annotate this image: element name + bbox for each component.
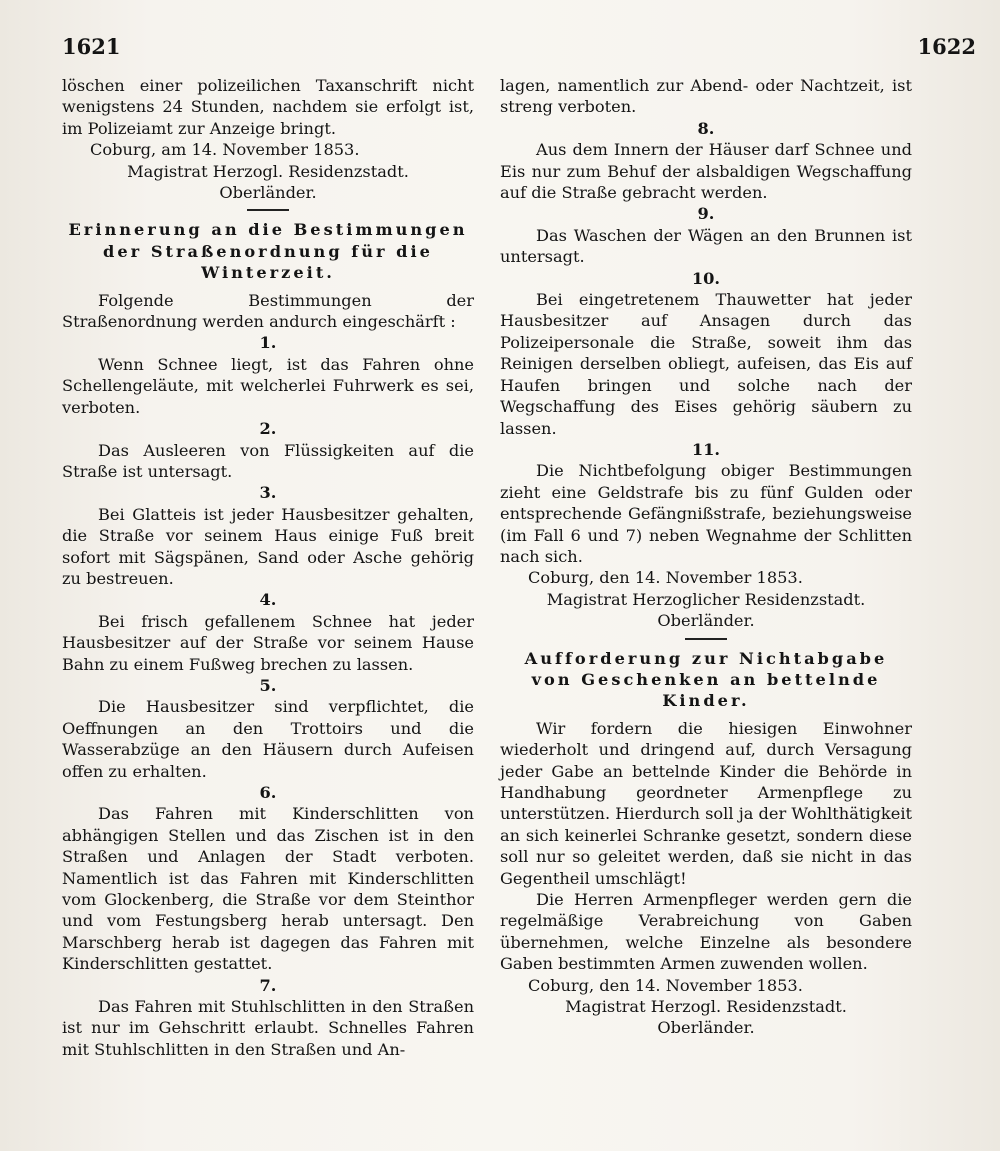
item-number: 11. — [691, 439, 721, 459]
item-text: Wenn Schnee liegt, ist das Fahren ohne Schellengeläute, mit welcherlei Fuhrwerk es sei, verboten. — [62, 354, 474, 417]
place-date: Coburg, den 14. November 1853. — [528, 568, 803, 588]
signature-name: Oberländer. — [657, 611, 755, 631]
item-text: Die Nichtbefolgung obiger Bestimmungen zieht eine Geldstrafe bis zu fünf Gulden oder entsprechende Gefängnißstrafe, beziehungsweise (im Fall 6 und 7) neben Wegnahme der Schlitten nach sich. — [500, 461, 912, 566]
page-number-left: 1621 — [62, 34, 121, 59]
item-number: 5. — [259, 675, 277, 695]
signature-org: Magistrat Herzogl. Residenzstadt. — [565, 997, 847, 1017]
signature-name: Oberländer. — [219, 183, 317, 203]
item-text: Das Fahren mit Kinderschlitten von abhängigen Stellen und das Zischen ist in den Straßen und Anlagen der Stadt verboten. Namentlich ist das Fahren mit Kinderschlitten vom Glockenberg, die Straße vor dem Steinthor und vom Festungsberg herab untersagt. Den Marschberg herab ist dagegen das Fahren mit Kinderschlitten gestattet. — [62, 804, 474, 974]
right-column — [500, 75, 912, 1039]
place-date: Coburg, am 14. November 1853. — [90, 140, 360, 160]
item-number: 8. — [697, 118, 715, 138]
signature-org: Magistrat Herzoglicher Residenzstadt. — [546, 589, 866, 609]
section-heading: Aufforderung zur Nichtabgabe von Geschenken an bettelnde Kinder. — [524, 648, 888, 711]
section-divider — [685, 638, 727, 640]
left-column — [62, 75, 474, 1060]
section-lead: Folgende Bestimmungen der Straßenordnung werden andurch eingeschärft : — [62, 290, 474, 332]
item-text: Die Hausbesitzer sind verpflichtet, die Oeffnungen an den Trottoirs und die Wasserabzüge an den Häusern durch Aufeisen offen zu erhalten. — [62, 697, 474, 781]
item-number: 2. — [259, 419, 277, 439]
item-number: 1. — [259, 333, 277, 353]
place-date: Coburg, den 14. November 1853. — [528, 975, 803, 995]
section-divider — [247, 209, 289, 211]
continuation-paragraph: lagen, namentlich zur Abend- oder Nachtzeit, ist streng verboten. — [500, 76, 912, 117]
item-text: Bei eingetretenem Thauwetter hat jeder Hausbesitzer auf Ansagen durch das Polizeipersonale die Straße, soweit ihm das Reinigen derselben obliegt, aufeisen, das Eis auf Haufen bringen und solche nach der Wegschaffung des Eises gehörig säubern zu lassen. — [500, 290, 912, 438]
signature-org: Magistrat Herzogl. Residenzstadt. — [127, 161, 409, 181]
intro-paragraph: löschen einer polizeilichen Taxanschrift nicht wenigstens 24 Stunden, nachdem sie erfolgt ist, im Polizeiamt zur Anzeige bringt. — [62, 76, 474, 138]
item-number: 3. — [259, 483, 277, 503]
signature-name: Oberländer. — [657, 1018, 755, 1038]
section-paragraph: Wir fordern die hiesigen Einwohner wiederholt und dringend auf, durch Versagung jeder Gabe an bettelnde Kinder die Behörde in Handhabung geordneter Armenpflege zu unterstützen. Hierdurch soll ja der Wohlthätigkeit an sich keinerlei Schranke gesetzt, sondern diese soll nur so geleitet werden, daß sie nicht in das Gegentheil umschlägt! — [500, 718, 912, 888]
item-text: Das Waschen der Wägen an den Brunnen ist untersagt. — [500, 225, 912, 267]
item-text: Das Fahren mit Stuhlschlitten in den Straßen ist nur im Gehschritt erlaubt. Schnelles Fahren mit Stuhlschlitten in den Straßen und An- — [62, 997, 474, 1059]
item-text: Aus dem Innern der Häuser darf Schnee und Eis nur zum Behuf der alsbaldigen Wegschaffung auf die Straße gebracht werden. — [500, 140, 912, 203]
item-number: 4. — [259, 590, 277, 610]
item-number: 9. — [697, 204, 715, 224]
section-heading: Erinnerung an die Bestimmungen der Straßenordnung für die Winterzeit. — [68, 220, 468, 283]
item-text: Bei frisch gefallenem Schnee hat jeder Hausbesitzer auf der Straße vor seinem Hause Bahn zu einem Fußweg brechen zu lassen. — [62, 611, 474, 674]
item-number: 7. — [259, 975, 277, 995]
item-number: 10. — [691, 268, 721, 288]
item-text: Bei Glatteis ist jeder Hausbesitzer gehalten, die Straße vor seinem Haus einige Fuß breit sofort mit Sägspänen, Sand oder Asche gehörig zu bestreuen. — [62, 504, 474, 588]
item-text: Das Ausleeren von Flüssigkeiten auf die Straße ist untersagt. — [62, 440, 474, 481]
section-paragraph: Die Herren Armenpfleger werden gern die regelmäßige Verabreichung von Gaben übernehmen, welche Einzelne als besondere Gaben bestimmten Armen zuwenden wollen. — [500, 890, 912, 974]
item-number: 6. — [259, 783, 277, 802]
page-number-right: 1622 — [917, 34, 976, 59]
